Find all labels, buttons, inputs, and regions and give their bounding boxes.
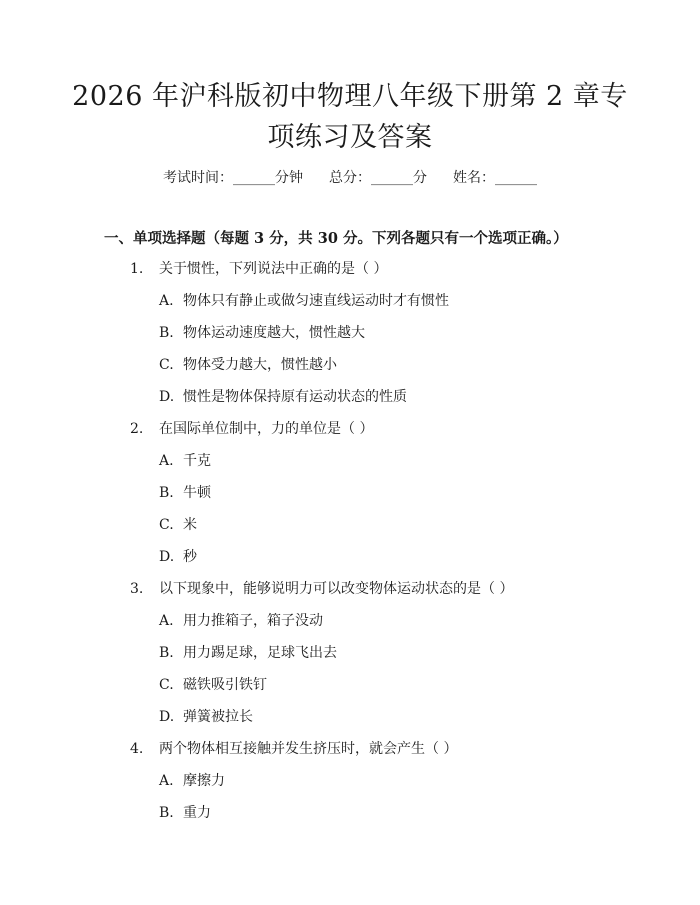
option-letter: A.: [159, 453, 174, 469]
title-line-1: 2026 年沪科版初中物理八年级下册第 2 章专: [72, 81, 628, 112]
option-text: 物体运动速度越大，惯性越大: [183, 325, 365, 341]
option-text: 磁铁吸引铁钉: [183, 677, 267, 693]
section-heading: 一、单项选择题（每题 3 分，共 30 分。下列各题只有一个选项正确。）: [104, 230, 568, 247]
exam-time: 考试时间：______分钟: [163, 170, 303, 186]
option-letter: A.: [159, 613, 174, 629]
option-letter: C.: [159, 517, 174, 533]
option-letter: B.: [159, 805, 174, 821]
option-text: 牛顿: [183, 485, 211, 501]
option-letter: A.: [159, 293, 174, 309]
question-text: 以下现象中，能够说明力可以改变物体运动状态的是（ ）: [159, 581, 514, 597]
question-number: 4.: [130, 741, 144, 757]
option-text: 重力: [183, 805, 211, 821]
option-text: 用力踢足球，足球飞出去: [183, 645, 337, 661]
question-text: 在国际单位制中，力的单位是（ ）: [159, 421, 374, 437]
option-text: 摩擦力: [183, 773, 225, 789]
total-score: 总分：______分: [329, 170, 427, 186]
option-letter: C.: [159, 357, 174, 373]
option-letter: B.: [159, 485, 174, 501]
option-letter: D.: [159, 709, 175, 725]
option-letter: D.: [159, 549, 175, 565]
option-text: 用力推箱子，箱子没动: [183, 613, 323, 629]
option-letter: C.: [159, 677, 174, 693]
question-number: 1.: [130, 261, 144, 277]
option-letter: A.: [159, 773, 174, 789]
option-text: 惯性是物体保持原有运动状态的性质: [183, 389, 407, 405]
option-text: 弹簧被拉长: [183, 709, 253, 725]
option-letter: B.: [159, 645, 174, 661]
option-text: 米: [183, 517, 197, 533]
option-text: 千克: [183, 453, 211, 469]
option-text: 物体只有静止或做匀速直线运动时才有惯性: [183, 293, 449, 309]
exam-info: [0, 168, 700, 188]
question-number: 2.: [130, 421, 144, 437]
document-title: [60, 76, 640, 158]
question-text: 关于惯性，下列说法中正确的是（ ）: [159, 261, 388, 277]
question-text: 两个物体相互接触并发生挤压时，就会产生（ ）: [159, 741, 458, 757]
question-number: 3.: [130, 581, 144, 597]
option-text: 秒: [183, 549, 197, 565]
option-letter: B.: [159, 325, 174, 341]
student-name: 姓名：______: [453, 170, 537, 186]
option-text: 物体受力越大，惯性越小: [183, 357, 337, 373]
title-line-2: 项练习及答案: [267, 122, 433, 153]
option-letter: D.: [159, 389, 175, 405]
